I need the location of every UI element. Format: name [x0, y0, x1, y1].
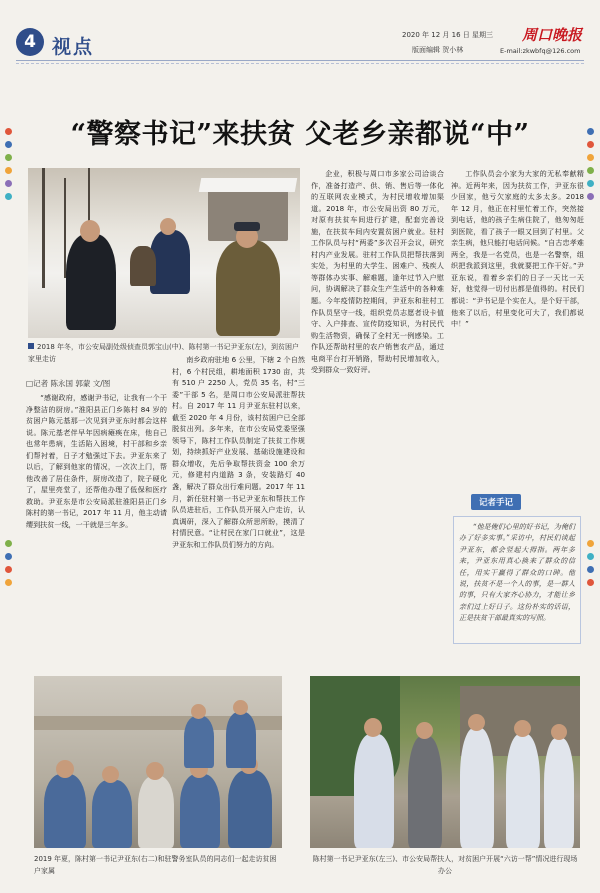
- bottom-right-photo-caption: 陈村第一书记尹亚东(左三)、市公安局帮扶人，对贫困户开展“六访一帮”情况进行现场办公: [312, 855, 578, 875]
- page-number: 4: [16, 28, 44, 56]
- article-column-4: 工作队员会小家为大家的无私奉献精神。近两年来，因为扶贫工作，尹亚东很少回家，他亏欠家庭的太多太多。2018 年 12 月，他正在村里忙着工作，突然接到电话，他的孩子生病住院了，他匆匆赶到医院，看了孩子一眼又回到了村里。父亲生病，他只能打电话问候。“自古忠孝难两全，我是一名党员，也是一名警察，组织把我派到这里，我就要把工作干好。”尹亚东说，看着乡亲们的日子一天比一天好，他觉得一切付出都是值得的。村民们都说：“尹书记是个实在人，是个好干部，他来了以后，村里变化可大了，我们都说中！”: [451, 169, 584, 329]
- byline: □记者 陈永国 郭蒙 文/图: [26, 379, 111, 388]
- email-address: E-mail:zkwbfq@126.com: [500, 47, 581, 55]
- bottom-left-photo-caption: 2019 年夏，陈村第一书记尹亚东(右二)和驻警务室队员的同志们一起走访贫困户家属: [34, 855, 277, 875]
- header-divider: [16, 60, 584, 61]
- paper-logo: 周口晚报: [522, 26, 583, 44]
- left-decor-dots: [3, 128, 15, 206]
- article-column-2: 南乡政府驻地 6 公里，下辖 2 个自然村，6 个村民组，耕地面积 1730 亩，共有 510 户 2250 人，党员 35 名，村“三委”干部 5 名，是周口市公安局派驻帮扶村。自 2017 年 11 月尹亚东驻村以来，截至 2020 年 4 月份，该村贫困户已全部脱贫出列。多年来，在市公安局党委坚强领导下，陈村工作队员制定了扶贫工作规划，持续抓好产业发展、基础设施建设和群众增收，先后争取帮扶资金 100 余万元，修建村内道路 3 条，安装路灯 40 盏，解决了群众出行难问题。2017 年 11 月，新任驻村第一书记尹亚东和帮扶工作队员进驻后，工作队员开展入户走访，认真调研，深入了解群众所思所盼，摸清了村情民意。“让村民在家门口就业”，这是尹亚东和工作队员们努力的方向。: [172, 355, 305, 549]
- left-decor-dots-lower: [3, 540, 15, 592]
- headline: “警察书记”来扶贫 父老乡亲都说“中”: [70, 119, 530, 150]
- reporter-notes-text: “他是俺们心里的好书记，为俺们办了好多实事。”采访中，村民们谈起尹亚东，都会竖起大拇指。两年多来，尹亚东用真心换来了群众的信任，用实干赢得了群众的口碑。他说，扶贫不是一个人的事，是一群人的事，只有大家齐心协力，才能让乡亲们过上好日子。这份朴实的话语，正是扶贫干部最真实的写照。: [459, 523, 575, 623]
- page-header: [0, 0, 600, 78]
- editor-credit: 版面编辑 贺小林: [412, 46, 464, 54]
- dateline: 2020 年 12 月 16 日 星期三: [402, 31, 493, 39]
- article-column-3: 企业，积极与周口市多家公司洽谈合作，准备打造产、供、销、售后等一体化的互联网农业模式，为村民增收增加渠道。2018 年，市公安局出资 80 万元，对原有扶贫车间进行扩建，配套完善设施，在扶贫车间内安置贫困户就业。驻村工作队员与村“两委”多次召开会议，研究村内产业发展。驻村工作队员把帮扶落到实处，为村里的大学生、困难户、残疾人等群体办实事、解难题，逢年过节入户慰问，协调解决了群众生产生活中的各种难题。今年疫情防控期间，尹亚东和驻村工作队员坚守一线，组织党员志愿者设卡值守、入户排查、宣传防疫知识，为村民代购生活物资，确保了全村无一例感染。工作队还帮助村里的农户销售农产品，通过电商平台打开销路，帮助村民增加收入，受到群众一致好评。: [311, 169, 444, 375]
- reporter-notes-title: 记者手记: [471, 494, 521, 510]
- top-photo-caption-text: 2018 年冬，市公安局副处级侦查员郭宝山(中)、陈村第一书记尹亚东(左)，到贫困户家里走访: [28, 343, 299, 363]
- top-news-photo: [28, 168, 300, 338]
- article-column-1: “感谢政府，感谢尹书记，让我有一个干净整洁的厨房。”淮阳县正门乡陈村 84 岁的贫困户陈元基那一次见到尹亚东时都会这样说。陈元基老伴早年因病瘫痪在床，他自己也常年患病，生活陷入困境，村干部和乡亲们帮衬着，日子才勉强过下去。尹亚东来了以后，了解到他家的情况，一次次上门，帮他改善了居住条件，厨房改造了，院子硬化了，屋里亮堂了，还帮他办理了低保和医疗救助。尹亚东是市公安局派驻淮阳县正门乡陈村的第一书记，2017 年 11 月，他主动请缨到扶贫一线，一干就是三年多。: [26, 393, 167, 530]
- caption-marker: [28, 343, 34, 349]
- right-decor-dots-lower: [585, 540, 597, 592]
- bottom-left-photo: [34, 676, 282, 848]
- header-dashed-divider: [16, 63, 584, 64]
- section-title: 视点: [52, 36, 95, 58]
- right-decor-dots: [585, 128, 597, 206]
- bottom-right-photo: [310, 676, 580, 848]
- reporter-notes-box: [453, 516, 581, 644]
